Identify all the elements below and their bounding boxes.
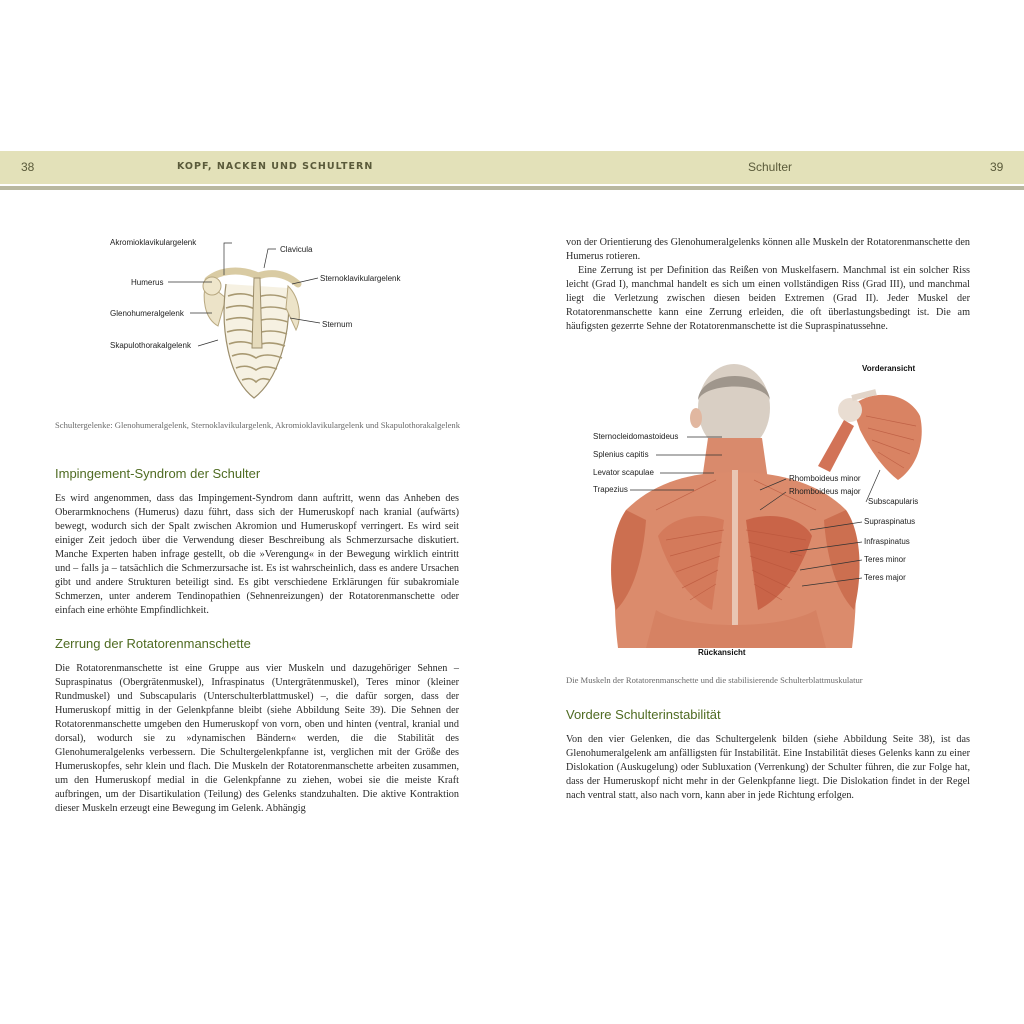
- label-teres-minor: Teres minor: [864, 555, 906, 564]
- paragraph-impingement: Es wird angenommen, dass das Impingement-Syndrom dann auftritt, wenn das Anheben des Oberarmknochens (Humerus) dazu führt, dass sich der Humeruskopf nach kranial (aufwärts) bewegt, wodurch sich der Spalt zwischen Akromion und Humeruskopf verringert. Es wird seit einiger Zeit jedoch über die Verwendung dieser Beschreibung als Schmerzursache diskutiert. Manche Experten haben infrage gestellt, ob die »Verengung« in der Bewegung wirklich eintritt und – falls ja – tatsächlich die Schmerzursache ist. Es ist wahrscheinlich, dass es andere Ursachen gibt und andere Strukturen beteiligt sind. Es gibt verschiedene Erklärungen für subakromiale Schmerzen, unter anderem Tendinopathien (Sehnenreizungen) der Rotatorenmanschette oder einfach eine erhöhte Empfindlichkeit.: [55, 493, 459, 616]
- paragraph-orientierung: von der Orientierung des Glenohumeralgelenks können alle Muskeln der Rotatorenmanschette den Humerus rotieren. Eine Zerrung ist per Definition das Reißen von Muskelfasern. Manchmal ist ein solcher Riss leicht (Grad I), manchmal handelt es sich um einen vollständigen Riss (Grad III), und manchmal liegt die Verletzung zwischen diesen beiden Extremen (Grad II). Jeder Muskel der Rotatorenmanschette kann eine Zerrung erleiden, die oft überlastungsbedingt ist. Die am häufigsten gezerrte Sehne der Rotatorenmanschette ist die Supraspinatussehne.: [566, 237, 970, 332]
- label-sternum: Sternum: [322, 320, 353, 329]
- label-rhomboideus-major: Rhomboideus major: [789, 487, 861, 496]
- figure-caption-right: Die Muskeln der Rotatorenmanschette und die stabilisierende Schulterblattmuskulatur: [566, 675, 863, 685]
- running-title-left: KOPF, NACKEN UND SCHULTERN: [177, 161, 374, 172]
- page-number-right: 39: [990, 160, 1004, 174]
- label-splenius-capitis: Splenius capitis: [593, 450, 649, 459]
- label-levator-scapulae: Levator scapulae: [593, 468, 654, 477]
- label-clavicula: Clavicula: [280, 245, 313, 254]
- heading-vordere-instabilitaet: Vordere Schulterinstabilität: [566, 707, 721, 722]
- label-subscapularis: Subscapularis: [868, 497, 919, 506]
- paragraph-zerrung: Die Rotatorenmanschette ist eine Gruppe aus vier Muskeln und dazugehöriger Sehnen – Supraspinatus (Obergrätenmuskel), Infraspinatus (Untergrätenmuskel), Teres minor (kleiner Rundmuskel) und Subscapularis (Unterschulterblattmuskel) –, die dafür sorgen, dass der Humeruskopf mittig in der Gelenkpfanne bleibt (siehe Abbildung Seite 39). Die Sehnen der Rotatorenmanschette umgeben den Humeruskopf von vorn, oben und hinten (ventral, kranial und dorsal), wodurch sie zu »dynamischen Bändern« werden, die die Stabilität des Glenohumeralgelenks verbessern. Die Schultergelenkpfanne ist, verglichen mit der Größe des Humeruskopfes, sehr klein und flach. Die Muskeln der Rotatorenmanschette arbeiten zusammen, um den Humeruskopf medial in die Gelenkpfanne zu ziehen, wobei sie die meiste Kraft aufbringen, um der Disartikulation (Teilung) des Gelenks standzuhalten. Die aktive Kontraktion dieser Muskeln erzeugt eine Bewegung im Gelenk. Abhängig: [55, 663, 459, 814]
- label-glenohumeralgelenk: Glenohumeralgelenk: [110, 309, 184, 318]
- heading-impingement: Impingement-Syndrom der Schulter: [55, 466, 261, 481]
- label-sternocleidomastoideus: Sternocleidomastoideus: [593, 432, 679, 441]
- label-skapulothorakalgelenk: Skapulothorakalgelenk: [110, 341, 191, 350]
- page-number-left: 38: [21, 160, 35, 174]
- paragraph-vordere-instabilitaet: Von den vier Gelenken, die das Schultergelenk bilden (siehe Abbildung Seite 38), ist das Glenohumeralgelenk am anfälligsten für Instabilität. Eine Instabilität dieses Gelenks kann zu einer Dislokation (Auskugelung) oder Subluxation (Verrenkung) der Schulter führen, die zur Folge hat, dass der Humeruskopf nicht mehr in der Gelenkpfanne liegt. Die Dislokation findet in der Regel nach ventral statt, also nach vorn, kann aber in jede Richtung erfolgen.: [566, 734, 970, 801]
- running-title-right: Schulter: [748, 160, 793, 174]
- label-vorderansicht: Vorderansicht: [862, 364, 916, 373]
- label-infraspinatus: Infraspinatus: [864, 537, 910, 546]
- label-akromioklavikulargelenk: Akromioklavikulargelenk: [110, 238, 197, 247]
- label-sternoklavikulargelenk: Sternoklavikulargelenk: [320, 274, 401, 283]
- label-humerus: Humerus: [131, 278, 164, 287]
- label-trapezius: Trapezius: [593, 485, 628, 494]
- label-supraspinatus: Supraspinatus: [864, 517, 916, 526]
- heading-zerrung: Zerrung der Rotatorenmanschette: [55, 636, 251, 651]
- figure-caption-left: Schultergelenke: Glenohumeralgelenk, Sternoklavikulargelenk, Akromioklavikulargelenk und Skapulothorakalgelenk: [55, 420, 460, 430]
- label-teres-major: Teres major: [864, 573, 906, 582]
- label-rhomboideus-minor: Rhomboideus minor: [789, 474, 861, 483]
- label-rueckansicht: Rückansicht: [698, 648, 746, 657]
